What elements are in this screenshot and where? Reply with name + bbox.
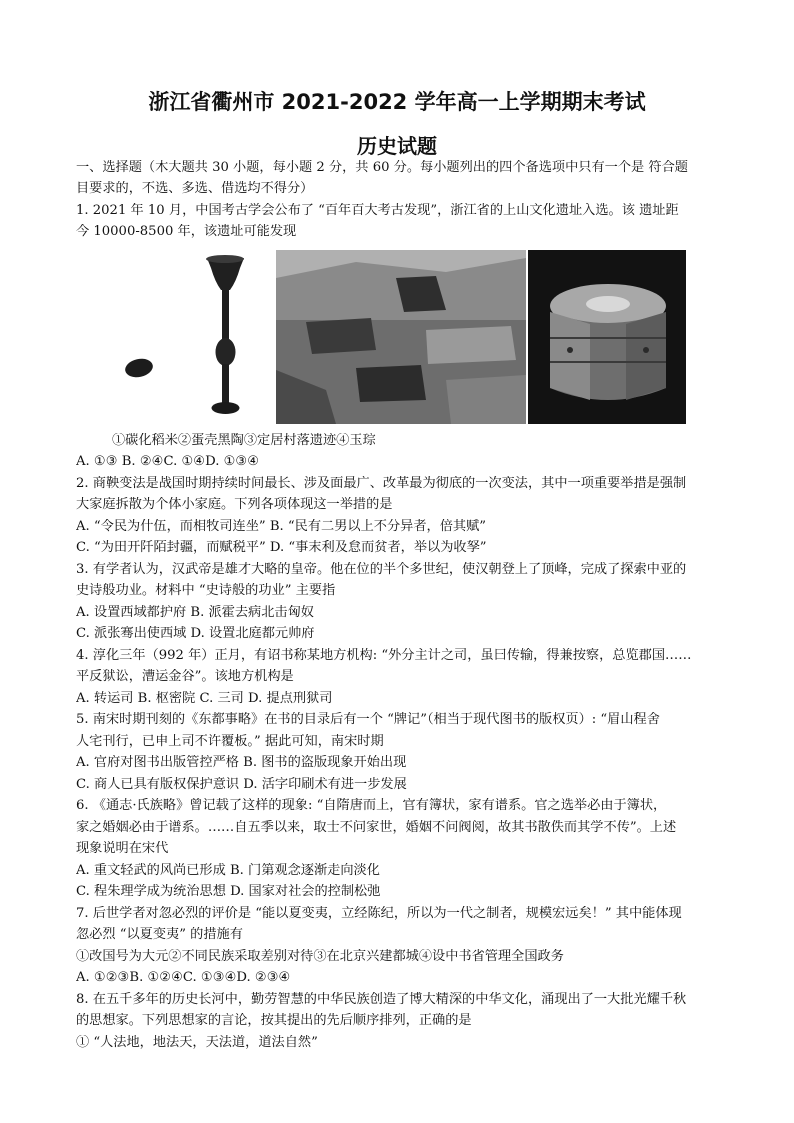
- question-8-quote-1: ① “人法地，地法天，天法道，道法自然”: [76, 1035, 318, 1050]
- figure-jade-cong: [528, 250, 686, 424]
- question-7-options-list: ①改国号为大元②不同民族采取差别对待③在北京兴建都城④设中书省管理全国政务: [76, 949, 564, 964]
- goblet-foot-shape: [212, 402, 240, 414]
- site-pit-shape: [306, 318, 376, 354]
- goblet-knot-shape: [216, 338, 236, 366]
- question-7-choices: A. ①②③B. ①②④C. ①③④D. ②③④: [76, 970, 291, 985]
- jade-cong-illustration: [528, 250, 686, 424]
- page-subtitle: 历史试题: [357, 134, 437, 158]
- question-3-choices-cd: C. 派张骞出使西域 D. 设置北庭都元帅府: [76, 626, 315, 641]
- cong-eye-shape: [567, 347, 573, 353]
- question-6-choices-ab: A. 重文轻武的风尚已形成 B. 门第观念逐渐走向淡化: [76, 863, 380, 878]
- question-4-choices: A. 转运司 B. 枢密院 C. 三司 D. 提点刑狱司: [76, 691, 333, 706]
- figure-settlement-site: [276, 250, 526, 424]
- site-right-rubble-shape: [446, 375, 526, 424]
- question-6-stem-line-2: 家之婚姻必由于谱系。……自五季以来，取士不问家世，婚姻不问阀阅，故其书散佚而其学不传”。上述: [76, 820, 677, 835]
- site-wall-shape: [426, 326, 516, 364]
- page-title: 浙江省衢州市 2021-2022 学年高一上学期期末考试: [148, 90, 646, 114]
- question-5-choices-ab: A. 官府对图书出版管控严格 B. 图书的盗版现象开始出现: [76, 755, 407, 770]
- question-2-choices-ab: A. “令民为什伍，而相牧司连坐” B. “民有二男以上不分异者，倍其赋”: [76, 519, 487, 534]
- question-8-stem-line-2: 的思想家。下列思想家的言论，按其提出的先后顺序排列，正确的是: [76, 1013, 472, 1028]
- site-lower-pit-shape: [356, 365, 426, 402]
- question-7-stem-line-1: 7. 后世学者对忽必烈的评价是 “能以夏变夷，立经陈纪，所以为一代之制者，规模宏远矣！” 其中能体现: [76, 906, 682, 921]
- question-1-stem-line-2: 今 10000-8500 年，该遗址可能发现: [76, 224, 297, 239]
- question-6-stem-line-1: 6. 《通志·氏族略》曾记载了这样的现象: “自隋唐而上，官有簿状，家有谱系。官之选举必由于簿状，: [76, 798, 667, 813]
- goblet-rim-shape: [206, 255, 244, 263]
- question-3-stem-line-1: 3. 有学者认为，汉武帝是雄才大略的皇帝。他在位的半个多世纪，使汉朝登上了顶峰，完成了探索中亚的: [76, 562, 687, 577]
- question-1-stem-line-1: 1. 2021 年 10 月，中国考古学会公布了 “百年百大考古发现”，浙江省的上山文化遗址入选。该 遗址距: [76, 203, 679, 218]
- cong-hole-shape: [586, 296, 630, 312]
- question-6-stem-line-3: 现象说明在宋代: [76, 841, 169, 856]
- question-4-stem-line-2: 平反狱讼，漕运金谷”。该地方机构是: [76, 669, 294, 684]
- cong-right-face-shape: [626, 312, 666, 400]
- cong-left-face-shape: [550, 312, 590, 400]
- section-instructions-line-2: 目要求的，不选、多选、借选均不得分）: [76, 181, 314, 196]
- question-7-stem-line-2: 忽必烈 “以夏变夷” 的措施有: [76, 927, 243, 942]
- question-2-stem-line-1: 2. 商鞅变法是战国时期持续时间最长、涉及面最广、改革最为彻底的一次变法，其中一项重要举措是强制: [76, 476, 687, 491]
- pottery-illustration: [112, 250, 272, 424]
- cong-eye-shape: [643, 347, 649, 353]
- question-8-stem-line-1: 8. 在五千多年的历史长河中，勤劳智慧的中华民族创造了博大精深的中华文化，涌现出了一大批光耀千秋: [76, 992, 687, 1007]
- goblet-lower-stem-shape: [222, 364, 229, 404]
- section-instructions-line-1: 一、选择题（木大题共 30 小题，每小题 2 分，共 60 分。每小题列出的四个备选项中只有一个是 符合题: [76, 160, 688, 175]
- figure-rice-and-pottery: [112, 250, 272, 424]
- question-3-choices-ab: A. 设置西域都护府 B. 派霍去病北击匈奴: [76, 605, 314, 620]
- question-3-stem-line-2: 史诗般功业。材料中 “史诗般的功业” 主要指: [76, 583, 336, 598]
- rice-grain-shape: [123, 356, 154, 379]
- question-4-stem-line-1: 4. 淳化三年（992 年）正月，有诏书称某地方机构: “外分主计之司，虽曰传输，得兼按察，总览郡国……: [76, 648, 692, 663]
- excavation-illustration: [276, 250, 526, 424]
- question-2-stem-line-2: 大家庭拆散为个体小家庭。下列各项体现这一举措的是: [76, 497, 393, 512]
- question-1-answer-choices: A. ①③ B. ②④C. ①④D. ①③④: [76, 454, 260, 469]
- question-5-choices-cd: C. 商人已具有版权保护意识 D. 活字印刷术有进一步发展: [76, 777, 407, 792]
- question-5-stem-line-2: 人宅刊行，已申上司不许覆板。” 据此可知，南宋时期: [76, 734, 384, 749]
- question-6-choices-cd: C. 程朱理学成为统治思想 D. 国家对社会的控制松弛: [76, 884, 381, 899]
- question-5-stem-line-1: 5. 南宋时期刊刻的《东都事略》在书的目录后有一个 “牌记”（相当于现代图书的版权页）: “眉山程舍: [76, 712, 660, 727]
- question-1-options-list: ①碳化稻米②蛋壳黑陶③定居村落遗迹④玉琮: [112, 433, 376, 448]
- question-2-choices-cd: C. “为田开阡陌封疆，而赋税平” D. “事末利及怠而贫者，举以为收孥”: [76, 540, 487, 555]
